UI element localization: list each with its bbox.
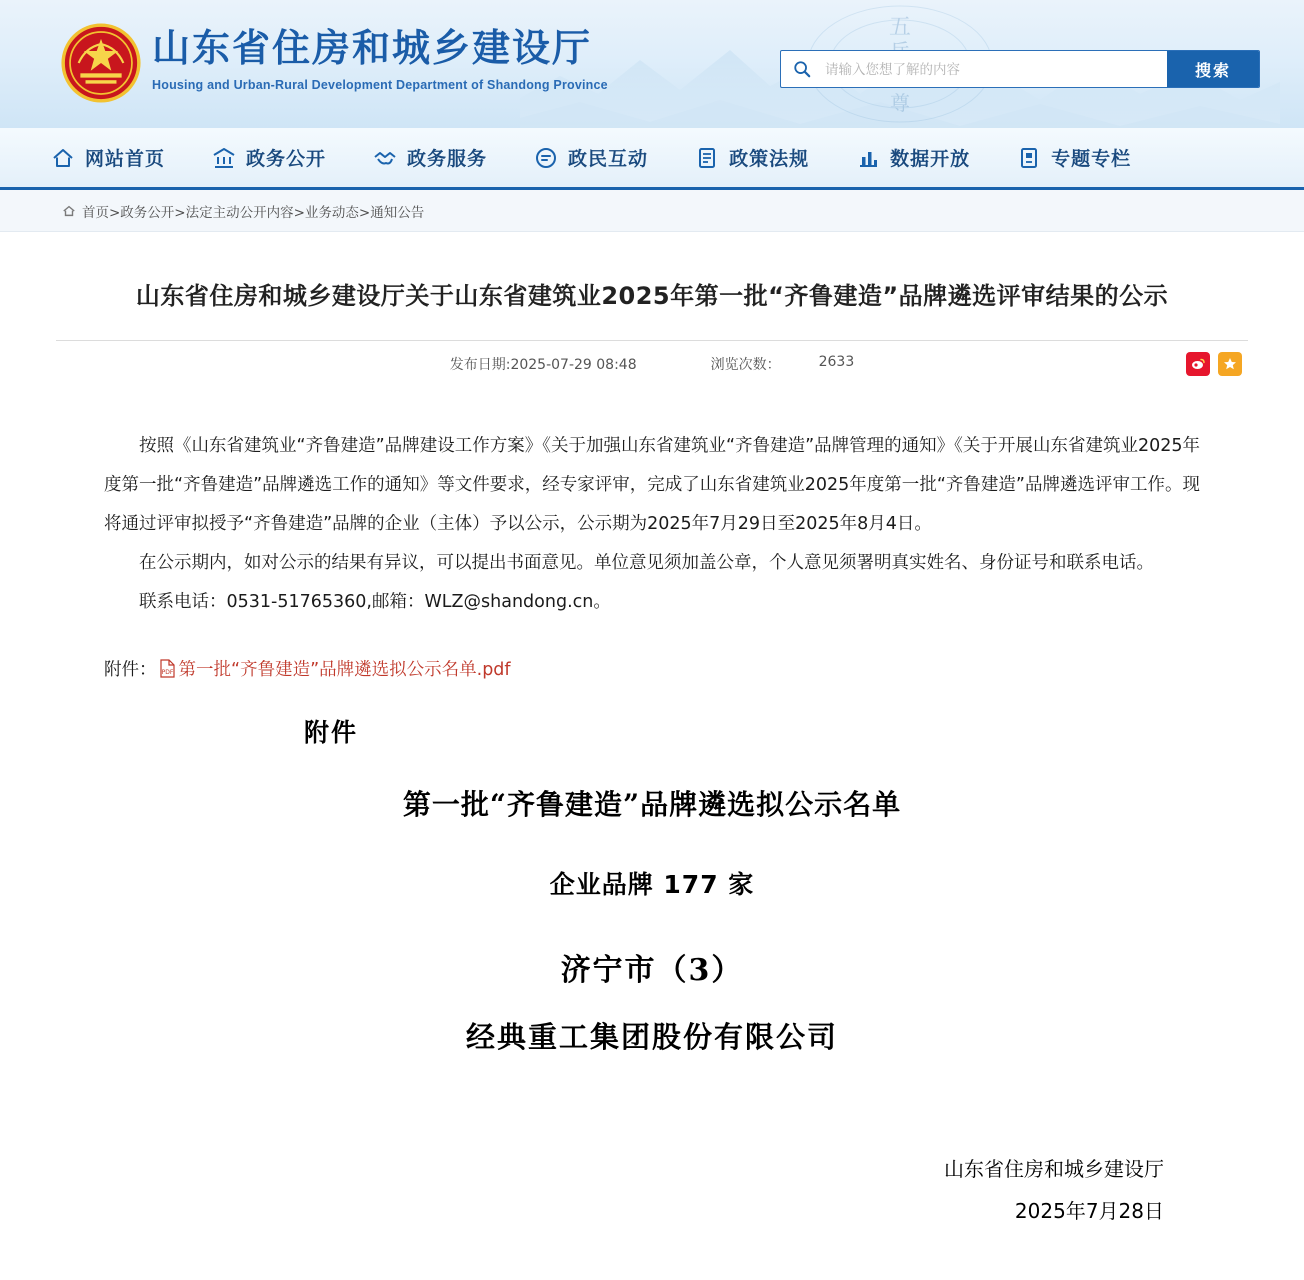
site-header — [0, 0, 1304, 128]
page-title: 山东省住房和城乡建设厅关于山东省建筑业2025年第一批“齐鲁建造”品牌遴选评审结果的公示 — [135, 282, 1169, 310]
doc-signature — [104, 1148, 1200, 1232]
document-preview — [56, 713, 1248, 1262]
column-icon — [1016, 145, 1042, 171]
search-button[interactable]: 搜索 — [1167, 51, 1259, 87]
nav-label-public-interaction: 政民互动 — [568, 148, 649, 170]
article-meta — [56, 341, 1248, 387]
main-navigation — [0, 128, 1304, 190]
article-paragraph-3: 联系电话：0531-51765360,邮箱：WLZ@shandong.cn。 — [139, 592, 611, 612]
article-paragraph-1: 按照《山东省建筑业“齐鲁建造”品牌建设工作方案》《关于加强山东省建筑业“齐鲁建造”品牌管理的通知》《关于开展山东省建筑业2025年度第一批“齐鲁建造”品牌遴选工作的通知》等文件要求，经专家评审，完成了山东省建筑业2025年度第一批“齐鲁建造”品牌遴选评审工作。现将通过评审拟授予“齐鲁建造”品牌的企业（主体）予以公示，公示期为2025年7月29日至2025年8月4日。 — [104, 436, 1200, 534]
nav-item-open-data[interactable] — [855, 144, 970, 171]
svg-text:五: 五 — [888, 15, 912, 40]
doc-city-heading: 济宁市（3） — [560, 953, 744, 988]
view-count-label: 浏览次数： — [710, 357, 781, 373]
doc-title: 第一批“齐鲁建造”品牌遴选拟公示名单 — [402, 788, 902, 821]
bank-icon — [211, 145, 237, 171]
attachment-row — [56, 656, 1248, 681]
svg-text:PDF: PDF — [161, 669, 173, 676]
nav-item-government-affairs[interactable] — [211, 144, 326, 171]
doc-company-name: 经典重工集团股份有限公司 — [465, 1020, 838, 1054]
nav-label-government-affairs: 政务公开 — [246, 148, 327, 170]
doc-signature-date: 2025年7月28日 — [1014, 1199, 1164, 1223]
search-icon — [781, 51, 823, 87]
breadcrumb — [0, 190, 1304, 232]
view-count-group — [711, 354, 855, 374]
handshake-icon — [372, 145, 398, 171]
nav-item-special-columns[interactable] — [1016, 144, 1131, 171]
nav-label-open-data: 数据开放 — [890, 148, 971, 170]
attachment-link[interactable]: 第一批“齐鲁建造”品牌遴选拟公示名单.pdf — [178, 660, 511, 680]
breadcrumb-path[interactable]: 首页>政务公开>法定主动公开内容>业务动态>通知公告 — [82, 204, 425, 221]
chat-icon — [533, 145, 559, 171]
view-count-value: 2633 — [818, 354, 855, 370]
nav-label-special-columns: 专题专栏 — [1051, 148, 1132, 170]
doc-subtitle: 企业品牌 177 家 — [549, 870, 755, 899]
doc-signature-org: 山东省住房和城乡建设厅 — [944, 1157, 1164, 1181]
search-input[interactable] — [823, 51, 1167, 87]
publish-date: 发布日期:2025-07-29 08:48 — [449, 357, 637, 373]
chart-icon — [855, 145, 881, 171]
search-box[interactable] — [780, 50, 1260, 88]
svg-text:尊: 尊 — [890, 91, 910, 115]
site-logo-text — [152, 24, 608, 92]
site-title-cn: 山东省住房和城乡建设厅 — [152, 26, 593, 70]
nav-label-home: 网站首页 — [85, 148, 166, 170]
pdf-file-icon — [159, 659, 176, 678]
nav-label-government-services: 政务服务 — [407, 148, 488, 170]
nav-item-public-interaction[interactable] — [533, 144, 648, 171]
national-emblem — [58, 20, 144, 106]
home-icon — [62, 204, 76, 218]
document-icon — [694, 145, 720, 171]
attachment-label: 附件： — [104, 660, 157, 680]
favorite-star-icon[interactable] — [1218, 352, 1242, 376]
weibo-share-icon[interactable] — [1186, 352, 1210, 376]
article-body — [56, 427, 1248, 622]
nav-label-policies-regulations: 政策法规 — [729, 148, 810, 170]
nav-item-policies-regulations[interactable] — [694, 144, 809, 171]
article-container — [0, 278, 1304, 1262]
nav-item-government-services[interactable] — [372, 144, 487, 171]
nav-item-home[interactable] — [50, 144, 165, 171]
share-icons — [1186, 352, 1242, 376]
home-icon — [50, 145, 76, 171]
article-paragraph-2: 在公示期内，如对公示的结果有异议，可以提出书面意见。单位意见须加盖公章，个人意见须署明真实姓名、身份证号和联系电话。 — [139, 553, 1154, 573]
doc-attachment-heading: 附件 — [304, 718, 359, 747]
site-title-en: Housing and Urban-Rural Development Department of Shandong Province — [152, 78, 608, 92]
